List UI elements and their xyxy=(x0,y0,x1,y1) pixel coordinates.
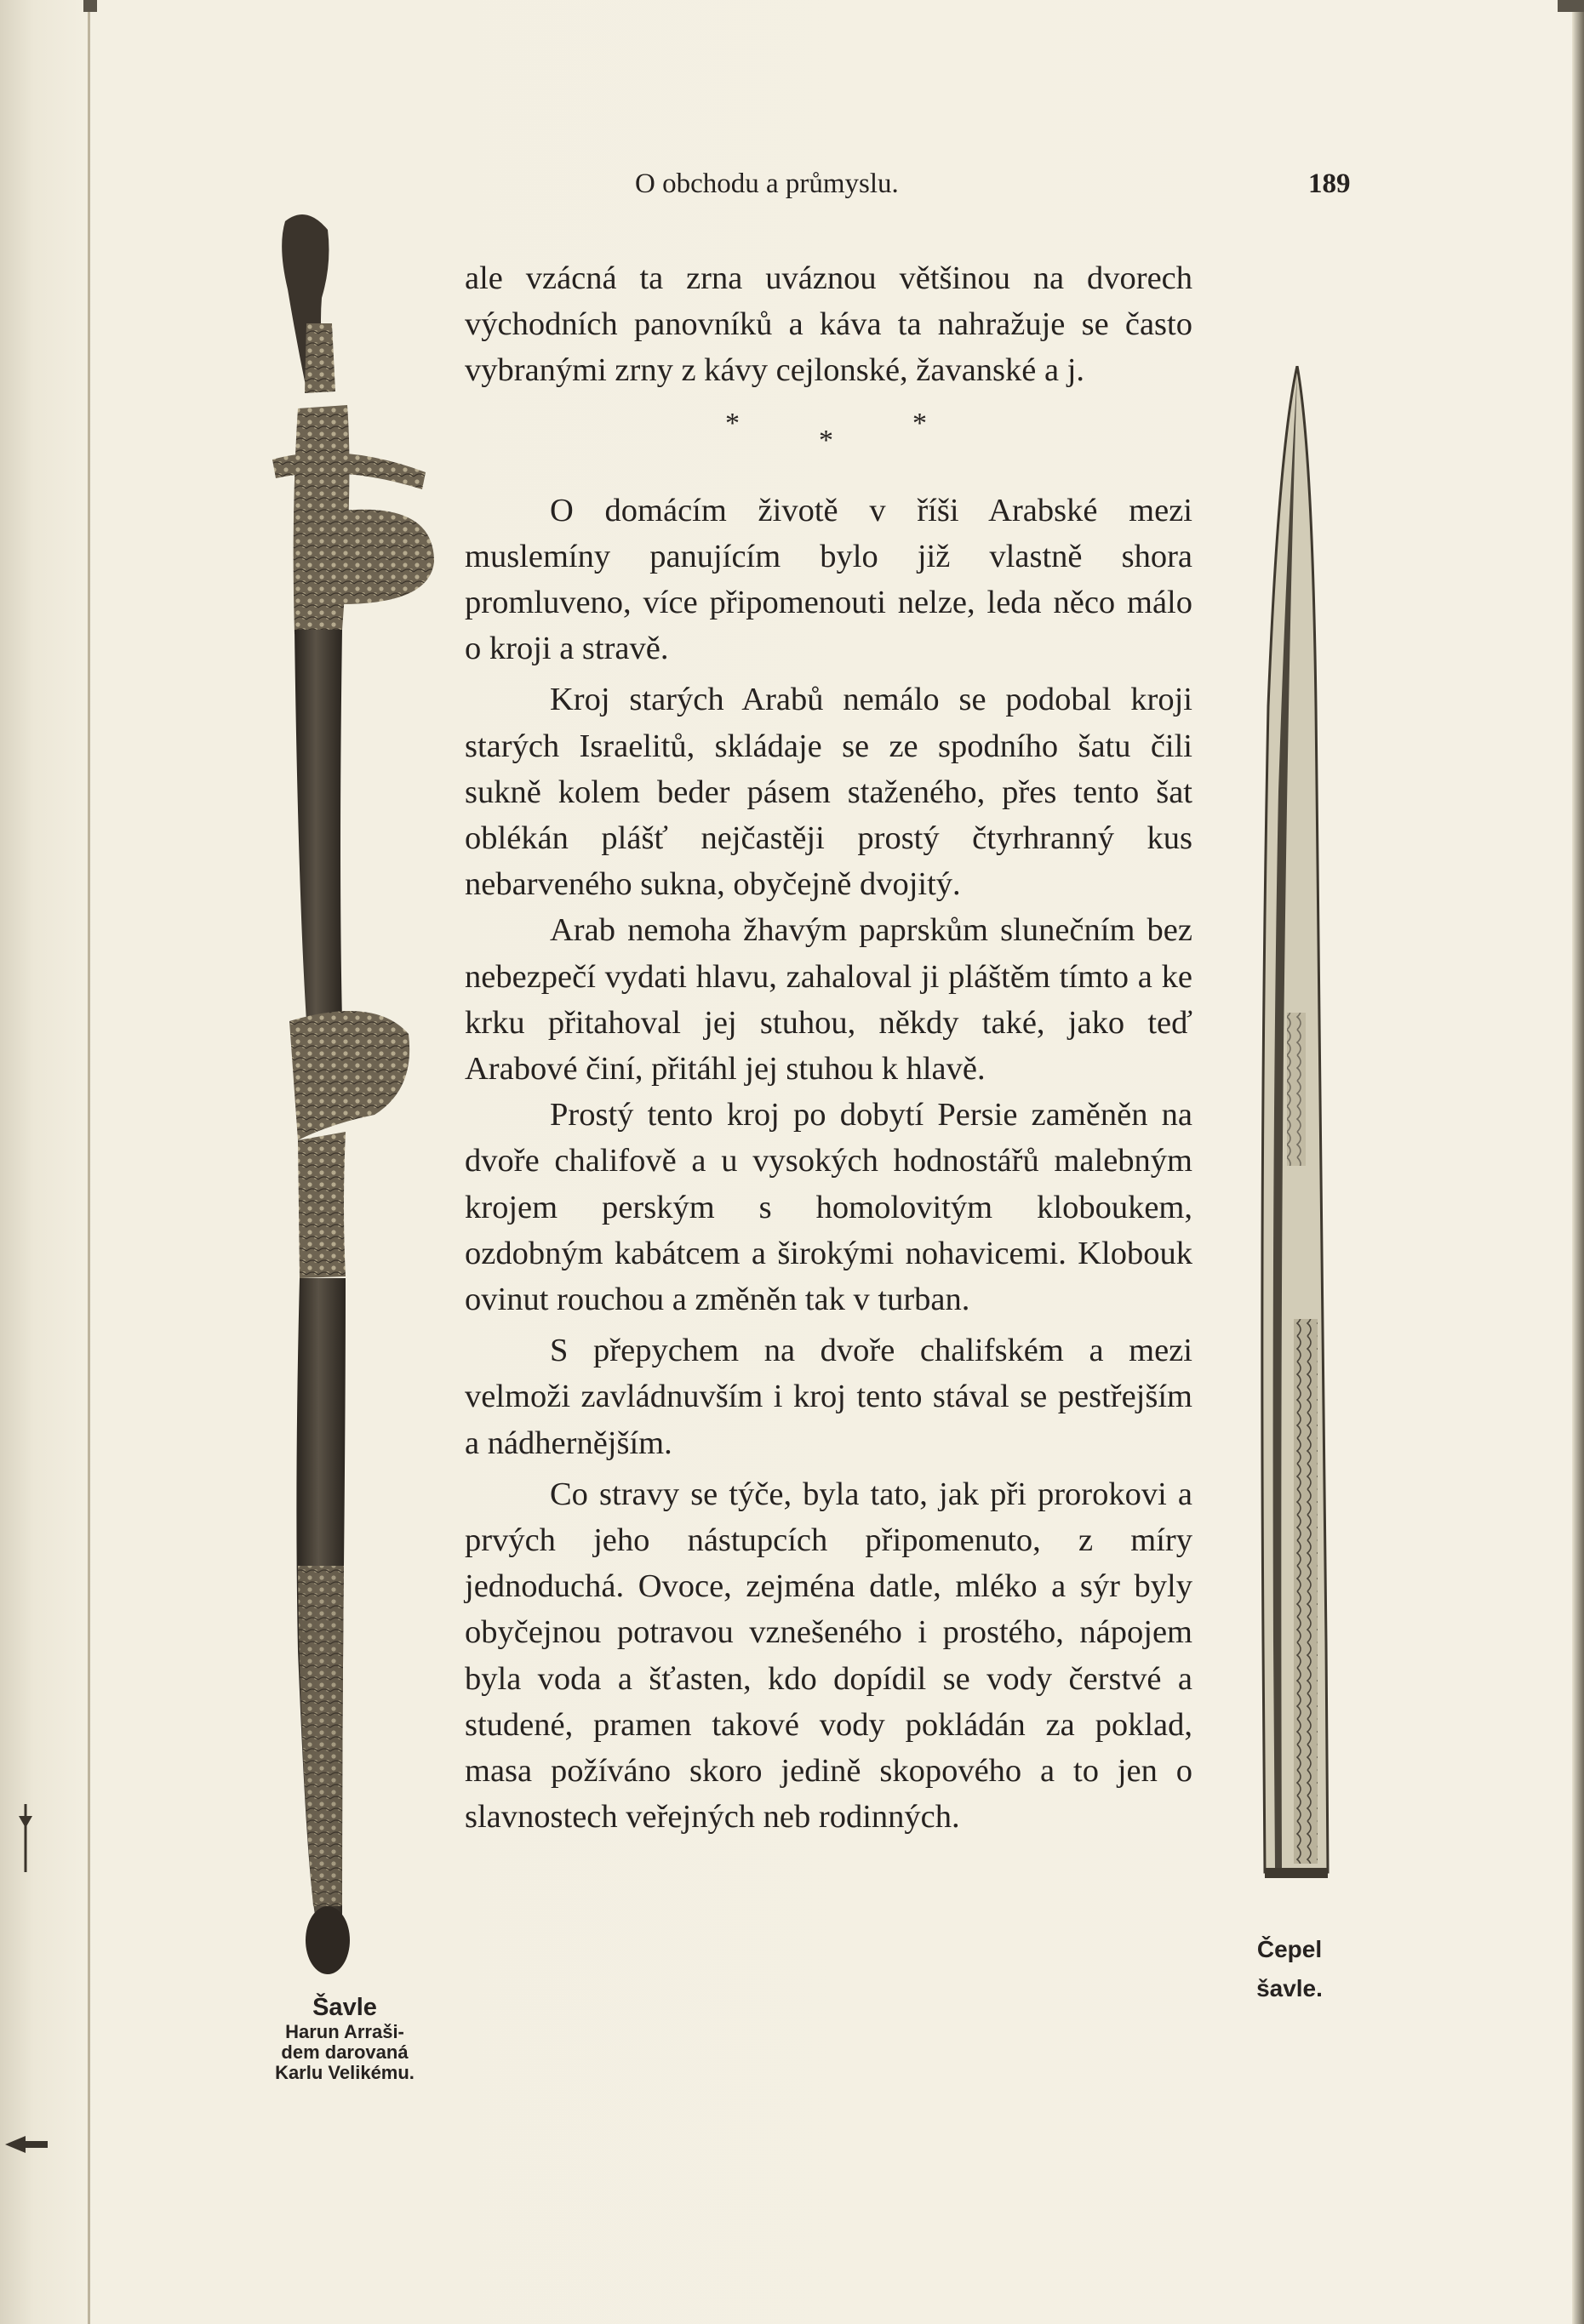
caption-line: šavle. xyxy=(1256,1975,1323,2001)
page-number: 189 xyxy=(1308,168,1351,199)
running-head: O obchodu a průmyslu. xyxy=(635,168,899,199)
caption-line: dem darovaná xyxy=(281,2041,409,2063)
caption-line: Harun Arraši- xyxy=(285,2021,404,2042)
page-edge-shadow xyxy=(1572,0,1584,2324)
margin-pin-mark xyxy=(0,1804,51,1872)
margin-arrow-mark xyxy=(0,2127,51,2161)
sabre-blade-illustration xyxy=(1244,366,1342,1881)
asterism-star: * xyxy=(725,407,740,439)
sabre-scabbard-illustration xyxy=(247,204,460,2000)
caption-sabre xyxy=(243,1993,447,2083)
paragraph: Arab nemoha žhavým paprskům slunečním bez nebezpečí vydati hlavu, zahaloval ji pláštěm tímto a ke krku přitahoval jej stuhou, někdy také, jako teď Arabové činí, přitáhl jej stuhou k hlavě. xyxy=(465,912,1192,1088)
binding-mark xyxy=(1558,0,1584,12)
binding-mark xyxy=(83,0,97,12)
paragraph: Co stravy se týče, byla tato, jak při prorokovi a prvých jeho nástupcích připomenuto, z míry jednoduchá. Ovoce, zejména datle, mléko a sýr byly obyčejnou potravou vznešeného i prostého, nápojem byla voda a šťasten, kdo dopídil se vody čerstvé a studené, pramen takové vody pokládán za poklad, masa požíváno skoro jedině skopového a to jen o slavnostech veřejných neb rodinných. xyxy=(465,1476,1192,1836)
paragraph: ale vzácná ta zrna uváznou většinou na dvorech východních panovníků a káva ta nahražuje se často vybranými zrny z kávy cejlonské, žavanské a j. xyxy=(465,260,1192,389)
caption-line: Čepel xyxy=(1256,1936,1323,1962)
paragraph: Prostý tento kroj po dobytí Persie zaměněn na dvoře chalifově a u vysokých hodnostářů malebným krojem perským s homolovitým kloboukem, ozdobným kabátcem a širokými nohavicemi. Klobouk ovinut rouchou a změněn tak v turban. xyxy=(465,1097,1192,1318)
gutter-line xyxy=(88,0,90,2324)
paragraph: Kroj starých Arabů nemálo se podobal kroji starých Israelitů, skládaje se ze spodního šatu čili sukně kolem beder pásem staženého, přes tento šat oblékán plášť nejčastěji prostý čtyrhranný kus nebarveného sukna, obyčejně dvojitý. xyxy=(465,682,1192,903)
page-header xyxy=(0,168,1584,211)
paragraph: S přepychem na dvoře chalifském a mezi velmoži zavládnuvším i kroj tento stával se pestřejším a nádhernějším. xyxy=(465,1333,1192,1461)
asterism-star: * xyxy=(819,424,833,456)
main-text xyxy=(465,255,1192,1841)
paragraph: O domácím životě v říši Arabské mezi muslemíny panujícím bylo již vlastně shora promluveno, více připomenouti nelze, leda něco málo o kroji a stravě. xyxy=(465,492,1192,667)
asterism-star: * xyxy=(912,407,927,439)
caption-blade xyxy=(1243,1930,1336,2008)
section-break-asterism xyxy=(465,394,1192,488)
caption-line: Šavle xyxy=(312,1994,377,2021)
caption-line: Karlu Velikému. xyxy=(275,2062,415,2083)
